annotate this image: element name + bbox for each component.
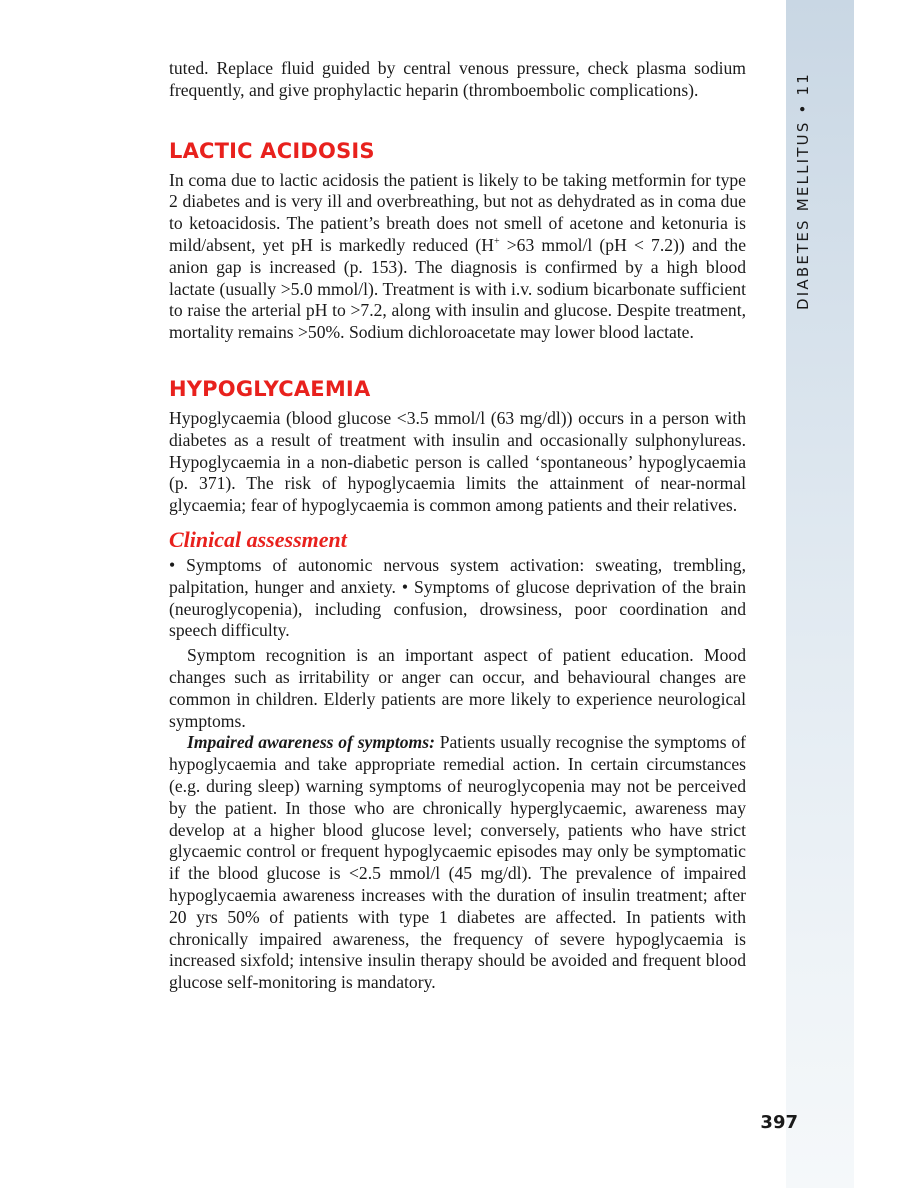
page-body xyxy=(169,58,746,994)
hydrogen-ion-superscript: + xyxy=(493,236,500,248)
impaired-awareness-text: Patients usually recognise the symptoms of hypoglycaemia and take appropriate remedial action. In certain circumstances (e.g. during sleep) warning symptoms of neuroglycopenia may not be perceived by the patient. In those who are chronically hyperglycaemic, awareness may develop at a higher blood glucose level; conversely, patients who have strict glycaemic control or frequent hypoglycaemic episodes may only be symptomatic if the blood glucose is <2.5 mmol/l (45 mg/dl). The prevalence of impaired hypoglycaemia awareness increases with the duration of insulin treatment; after 20 yrs 50% of patients with type 1 diabetes are affected. In patients with chronically impaired awareness, the frequency of severe hypoglycaemia is increased sixfold; intensive insulin therapy should be avoided and frequent blood glucose self-monitoring is mandatory. xyxy=(169,732,747,993)
lactic-acidosis-text-b: >63 mmol/l (pH < 7.2)) and the anion gap is increased (p. 153). The diagnosis is confirmed by a high blood lactate (usually >5.0 mmol/l). Treatment is with i.v. sodium bicarbonate sufficient to raise the arterial pH to >7.2, along with insulin and glucose. Despite treatment, mortality remains >50%. Sodium dichloroacetate may lower blood lactate. xyxy=(169,234,747,343)
symptoms-paragraph: • Symptoms of autonomic nervous system activation: sweating, trembling, palpitation, hunger and anxiety. • Symptoms of glucose deprivation of the brain (neuroglycopenia), including confusion, drowsiness, poor coordination and speech difficulty. xyxy=(169,554,746,641)
subheading-clinical-assessment: Clinical assessment xyxy=(169,526,347,552)
impaired-awareness-paragraph xyxy=(169,732,746,994)
hypoglycaemia-paragraph: Hypoglycaemia (blood glucose <3.5 mmol/l (63 mg/dl)) occurs in a person with diabetes as a result of treatment with insulin and occasionally sulphonylureas. Hypoglycaemia in a non-diabetic person is called ‘spontaneous’ hypoglycaemia (p. 371). The risk of hypoglycaemia limits the attainment of near-normal glycaemia; fear of hypoglycaemia is common among patients and their relatives. xyxy=(169,407,746,516)
lactic-acidosis-text-a: In coma due to lactic acidosis the patient is likely to be taking metformin for type 2 diabetes and is very ill and overbreathing, but not as dehydrated as in coma due to ketoacidosis. The patient’s breath does not smell of acetone and ketonuria is mild/absent, yet pH is markedly reduced (H xyxy=(169,169,746,255)
section-heading-hypoglycaemia: HYPOGLYCAEMIA xyxy=(169,376,371,401)
chapter-running-head-text: DIABETES MELLITUS • 11 xyxy=(794,72,812,310)
section-heading-lactic-acidosis: LACTIC ACIDOSIS xyxy=(169,138,375,163)
chapter-running-head xyxy=(786,72,816,312)
lactic-acidosis-paragraph xyxy=(169,170,746,344)
page-number: 397 xyxy=(760,1112,798,1133)
intro-paragraph: tuted. Replace fluid guided by central venous pressure, check plasma sodium frequently, and give prophylactic heparin (thromboembolic complications). xyxy=(169,58,746,100)
impaired-awareness-lead: Impaired awareness of symptoms: xyxy=(187,732,435,753)
symptom-recognition-paragraph: Symptom recognition is an important aspect of patient education. Mood changes such as irritability or anger can occur, and behavioural changes are common in children. Elderly patients are more likely to experience neurological symptoms. xyxy=(169,645,746,731)
